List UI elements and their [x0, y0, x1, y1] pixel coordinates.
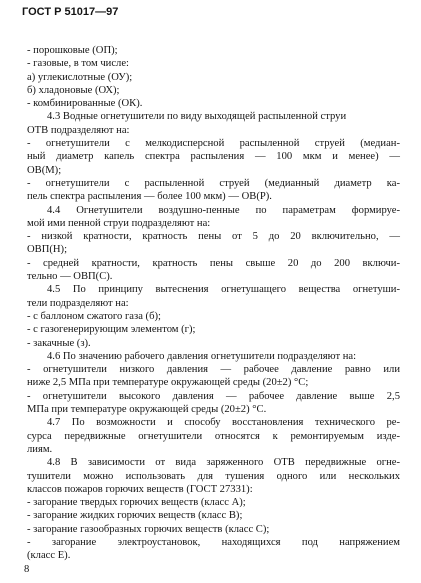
text-line: тушители можно использовать для тушения одного или нескольких [27, 470, 400, 482]
text-line: - огнетушители низкого давления — рабочее давление равно или [27, 364, 400, 376]
text-line: б) хладоновые (ОХ); [27, 84, 120, 96]
text-line: ниже 2,5 МПа при температуре окружающей среды (20±2) °С; [27, 377, 309, 389]
text-line: сурса передвижные огнетушители относятся к ремонтируемым издe- [27, 430, 400, 442]
text-line: - загорание жидких горючих веществ (класс В); [27, 510, 243, 522]
text-line: ный диаметр капель спектра распыления — 100 мкм и менее) — [27, 151, 400, 163]
text-line: - средней кратности, кратность пены свыше 20 до 200 включи- [27, 257, 400, 269]
text-line: - огнетушители высокого давления — рабочее давление выше 2,5 [27, 390, 400, 402]
text-line: 4.3 Водные огнетушители по виду выходящей распыленной струи [47, 111, 347, 123]
text-line: - загорание газообразных горючих веществ (класс С); [27, 523, 270, 535]
standard-header: ГОСТ Р 51017—97 [22, 6, 119, 18]
text-line: - огнетушители с распыленной струей (медианный диаметр ка- [27, 177, 400, 189]
text-line: 4.4 Огнетушители воздушно-пенные по параметрам формируе- [47, 204, 400, 216]
text-line: - с газогенерирующим элементом (г); [27, 324, 196, 336]
text-line: - газовые, в том числе: [27, 58, 129, 70]
document-body [27, 44, 400, 563]
text-line: 4.5 По принципу вытеснения огнетушащего вещества огнетуши- [47, 284, 400, 296]
text-line: тели подразделяют на: [27, 297, 129, 309]
text-line: пель спектра распыления — более 100 мкм) — ОВ(Р). [27, 191, 272, 203]
text-line: ОТВ подразделяют на: [27, 124, 130, 136]
text-line: - закачные (з). [27, 337, 91, 349]
text-line: 4.6 По значению рабочего давления огнетушители подразделяют на: [47, 350, 357, 362]
text-line: (класс Е). [27, 550, 71, 562]
text-line: - загорание твердых горючих веществ (класс А); [27, 497, 246, 509]
text-line: а) углекислотные (ОУ); [27, 71, 133, 83]
text-line: - загорание электроустановок, находящихся под напряжением [27, 536, 400, 548]
page-number: 8 [24, 564, 30, 575]
text-line: - с баллоном сжатого газа (б); [27, 310, 161, 322]
text-line: МПа при температуре окружающей среды (20±2) °С. [27, 404, 267, 416]
text-line: ОВП(Н); [27, 244, 68, 256]
text-line: 4.7 По возможности и способу восстановления технического ре- [47, 417, 400, 429]
text-line: - порошковые (ОП); [27, 45, 118, 56]
text-line: лиям. [27, 443, 53, 455]
text-line: тельно — ОВП(С). [27, 271, 113, 283]
text-line: классов пожаров горючих веществ (ГОСТ 27331): [27, 483, 253, 495]
text-line: - комбинированные (ОК). [27, 98, 143, 110]
text-line: мой ими пенной струи подразделяют на: [27, 217, 211, 229]
text-line: 4.8 В зависимости от вида заряженного ОТВ передвижные огне- [47, 457, 400, 469]
text-line: ОВ(М); [27, 164, 62, 176]
text-line: - огнетушители с мелкодисперсной распыленной струей (медиан- [27, 138, 400, 150]
text-line: - низкой кратности, кратность пены от 5 до 20 включительно, — [27, 231, 400, 243]
